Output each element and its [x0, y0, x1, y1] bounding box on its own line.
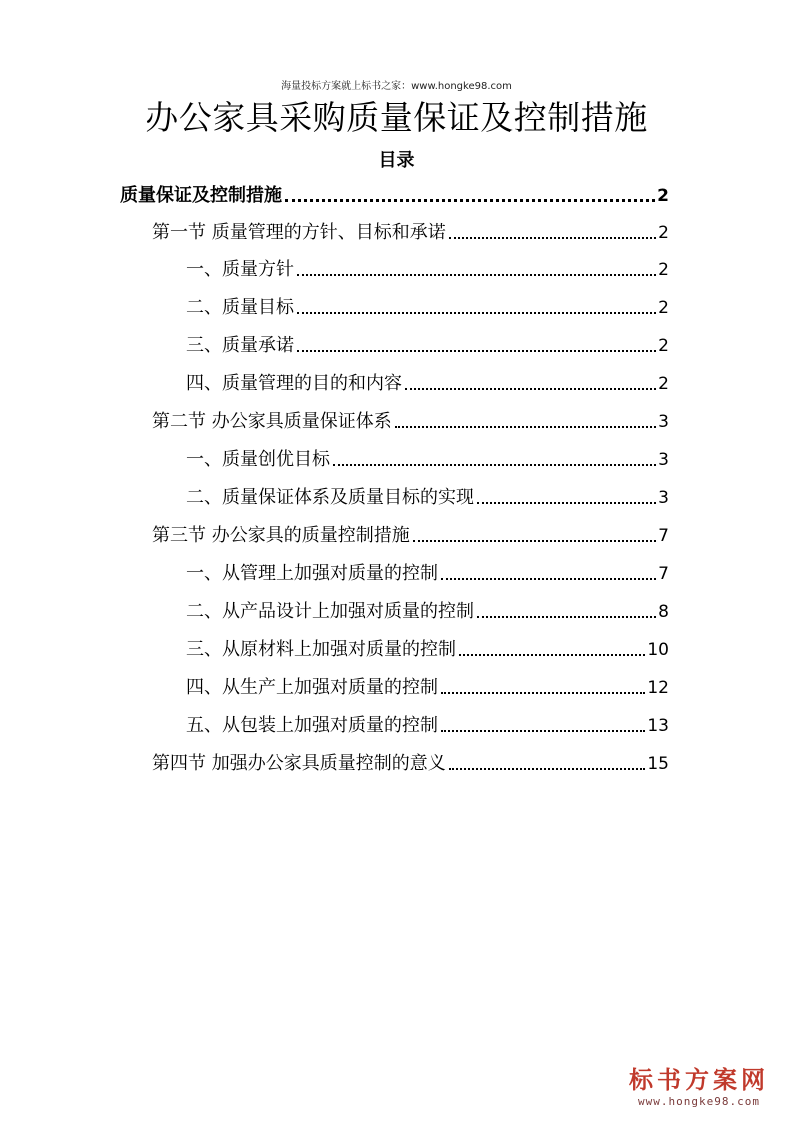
- toc-dot-leader: [297, 350, 656, 352]
- toc-dot-leader: [405, 388, 656, 390]
- toc-entry-label: 一、质量方针: [186, 259, 294, 280]
- toc-dot-leader: [395, 426, 656, 428]
- toc-entry[interactable]: [152, 746, 669, 776]
- toc-entry-label: 第四节 加强办公家具质量控制的意义: [152, 753, 446, 774]
- toc-entry[interactable]: [186, 366, 669, 396]
- toc-entry-label: 三、质量承诺: [186, 335, 294, 356]
- toc-entry-page: 8: [658, 602, 669, 622]
- toc-entry-label: 二、质量目标: [186, 297, 294, 318]
- toc-entry-page: 2: [657, 186, 669, 206]
- toc-dot-leader: [459, 654, 645, 656]
- toc-dot-leader: [413, 540, 656, 542]
- toc-entry-label: 第二节 办公家具质量保证体系: [152, 411, 392, 432]
- toc-entry[interactable]: [186, 328, 669, 358]
- toc-entry-page: 2: [658, 260, 669, 280]
- toc-entry[interactable]: [152, 215, 669, 245]
- toc-entry-page: 2: [658, 298, 669, 318]
- toc-dot-leader: [477, 502, 656, 504]
- toc-entry-label: 第一节 质量管理的方针、目标和承诺: [152, 222, 446, 243]
- toc-dot-leader: [297, 274, 656, 276]
- toc-entry[interactable]: [152, 518, 669, 548]
- watermark-url: www.hongke98.com: [638, 1095, 760, 1108]
- toc-dot-leader: [285, 199, 655, 202]
- toc-dot-leader: [441, 730, 645, 732]
- toc-entry[interactable]: [186, 670, 669, 700]
- toc-entry-label: 四、质量管理的目的和内容: [186, 373, 402, 394]
- toc-entry[interactable]: [152, 404, 669, 434]
- toc-entry[interactable]: [186, 632, 669, 662]
- toc-entry-label: 三、从原材料上加强对质量的控制: [186, 639, 456, 660]
- toc-entry[interactable]: [186, 480, 669, 510]
- toc-dot-leader: [441, 692, 645, 694]
- document-title: 办公家具采购质量保证及控制措施: [145, 98, 648, 137]
- toc-entry[interactable]: [186, 442, 669, 472]
- watermark-logo: [619, 1060, 779, 1108]
- toc-entry-label: 二、质量保证体系及质量目标的实现: [186, 487, 474, 508]
- toc-entry-page: 12: [647, 678, 669, 698]
- toc-entry-page: 10: [647, 640, 669, 660]
- toc-entry-page: 2: [658, 374, 669, 394]
- toc-entry-page: 15: [647, 754, 669, 774]
- toc-entry[interactable]: [186, 708, 669, 738]
- toc-dot-leader: [297, 312, 656, 314]
- toc-entry-label: 一、质量创优目标: [186, 449, 330, 470]
- toc-dot-leader: [449, 768, 646, 770]
- toc-dot-leader: [441, 578, 656, 580]
- toc-dot-leader: [449, 237, 656, 239]
- toc-entry-label: 二、从产品设计上加强对质量的控制: [186, 601, 474, 622]
- toc-entry[interactable]: [186, 594, 669, 624]
- toc-entry-page: 2: [658, 336, 669, 356]
- toc-entry-page: 13: [647, 716, 669, 736]
- toc-entry-page: 2: [658, 223, 669, 243]
- toc-entry-page: 7: [658, 526, 669, 546]
- toc-heading: 目录: [378, 150, 415, 171]
- toc-entry[interactable]: [186, 556, 669, 586]
- toc-entry-label: 四、从生产上加强对质量的控制: [186, 677, 438, 698]
- toc-entry[interactable]: [186, 290, 669, 320]
- toc-entry[interactable]: [186, 252, 669, 282]
- toc-dot-leader: [333, 464, 656, 466]
- toc-entry-page: 7: [658, 564, 669, 584]
- toc-entry-page: 3: [658, 488, 669, 508]
- toc-dot-leader: [477, 616, 656, 618]
- toc-entry-page: 3: [658, 412, 669, 432]
- header-note: 海量投标方案就上标书之家：www.hongke98.com: [281, 81, 512, 92]
- toc-entry-label: 五、从包装上加强对质量的控制: [186, 715, 438, 736]
- toc-entry-label: 质量保证及控制措施: [120, 185, 282, 206]
- toc-entry-label: 第三节 办公家具的质量控制措施: [152, 525, 410, 546]
- toc-entry[interactable]: [120, 178, 669, 208]
- watermark-title: 标书方案网: [629, 1066, 769, 1094]
- toc-entry-page: 3: [658, 450, 669, 470]
- toc-entry-label: 一、从管理上加强对质量的控制: [186, 563, 438, 584]
